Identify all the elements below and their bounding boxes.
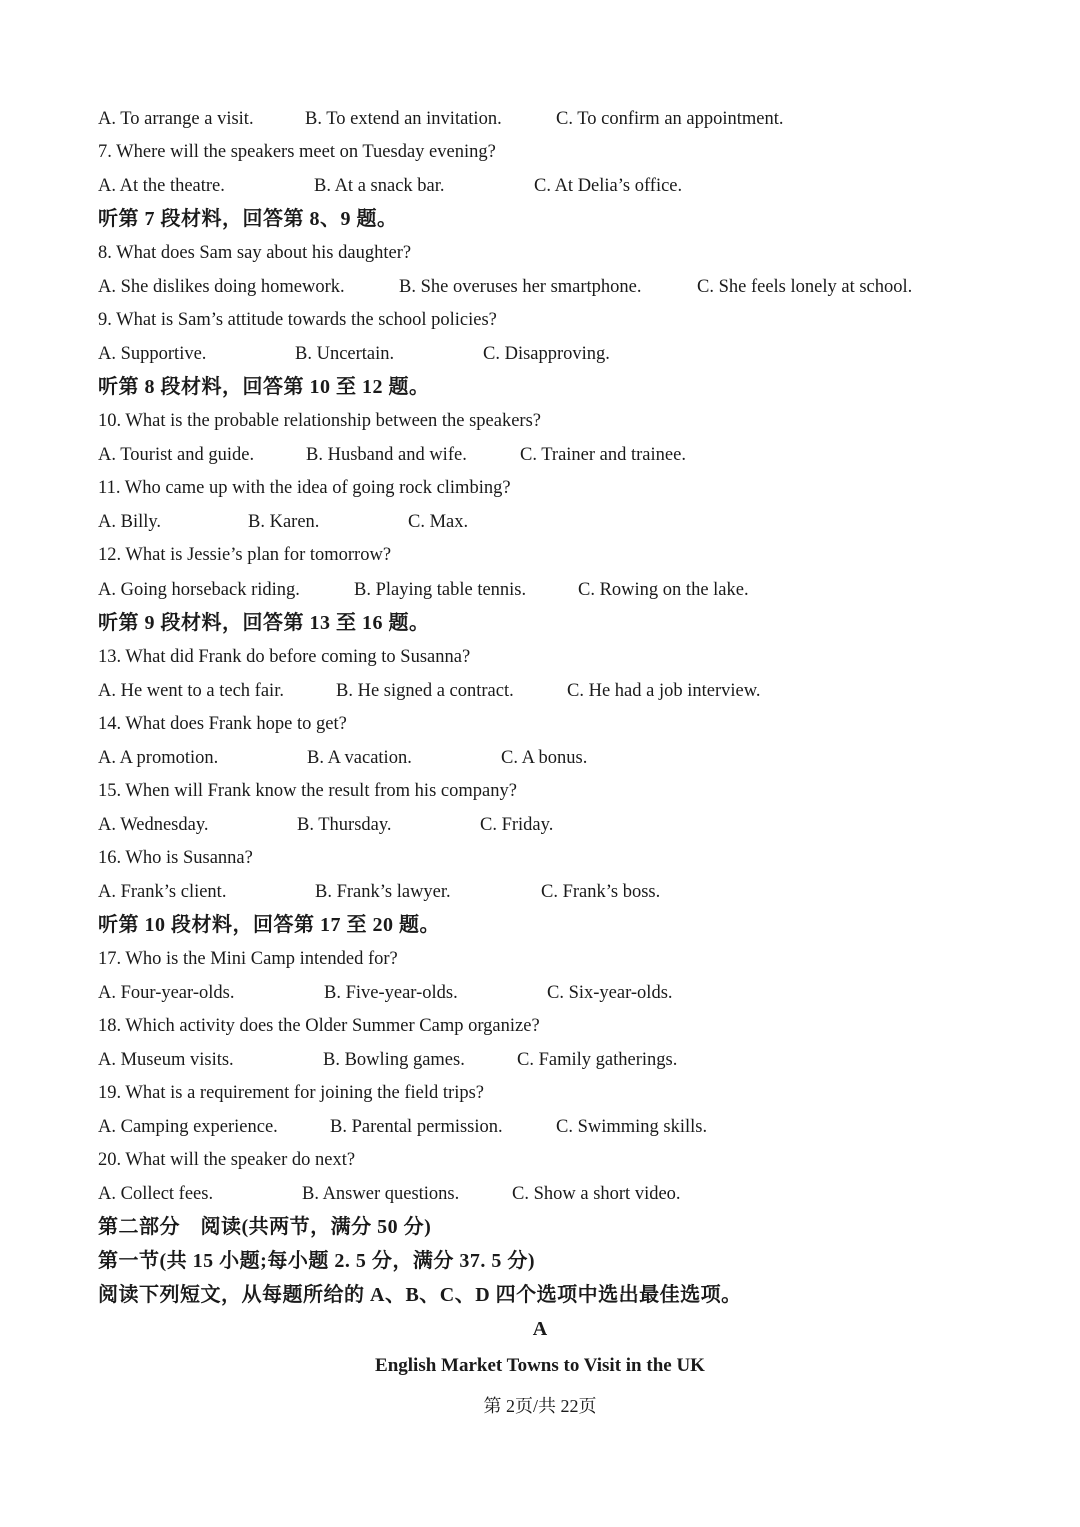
question-text: 12. What is Jessie’s plan for tomorrow?: [98, 545, 392, 565]
answer-option: A. A promotion.: [98, 748, 219, 768]
answer-option: C. Frank’s boss.: [541, 882, 661, 902]
section-heading: 听第 7 段材料，回答第 8、9 题。: [98, 208, 398, 230]
answer-option: B. Playing table tennis.: [354, 580, 527, 600]
answer-option: A. Tourist and guide.: [98, 445, 255, 465]
answer-option: B. Thursday.: [297, 815, 392, 835]
question-text: 15. When will Frank know the result from his company?: [98, 781, 517, 801]
answer-option: B. Parental permission.: [330, 1117, 503, 1137]
answer-option: A. Collect fees.: [98, 1184, 214, 1204]
answer-option: B. To extend an invitation.: [305, 109, 502, 129]
answer-option: C. Max.: [408, 512, 469, 532]
answer-option: A. Museum visits.: [98, 1050, 234, 1070]
question-text: 7. Where will the speakers meet on Tuesday evening?: [98, 142, 496, 162]
answer-option: B. At a snack bar.: [314, 176, 445, 196]
answer-option: B. Answer questions.: [302, 1184, 460, 1204]
answer-option: B. He signed a contract.: [336, 681, 514, 701]
answer-option: B. Uncertain.: [295, 344, 395, 364]
answer-option: A. To arrange a visit.: [98, 109, 254, 129]
section-heading: 听第 9 段材料，回答第 13 至 16 题。: [98, 612, 430, 634]
answer-option: C. At Delia’s office.: [534, 176, 683, 196]
answer-option: C. Rowing on the lake.: [578, 580, 749, 600]
page-footer: 第 2页/共 22页: [483, 1396, 597, 1416]
answer-option: A. Four-year-olds.: [98, 983, 235, 1003]
answer-option: C. He had a job interview.: [567, 681, 761, 701]
question-text: 19. What is a requirement for joining the field trips?: [98, 1083, 484, 1103]
answer-option: A. Billy.: [98, 512, 162, 532]
answer-option: B. Five-year-olds.: [324, 983, 458, 1003]
section-heading: 听第 10 段材料，回答第 17 至 20 题。: [98, 914, 440, 936]
answer-option: C. Show a short video.: [512, 1184, 681, 1204]
question-text: 18. Which activity does the Older Summer Camp organize?: [98, 1016, 540, 1036]
answer-option: C. Family gatherings.: [517, 1050, 678, 1070]
question-text: 16. Who is Susanna?: [98, 848, 253, 868]
section-letter: A: [532, 1318, 548, 1340]
section-heading: 听第 8 段材料，回答第 10 至 12 题。: [98, 376, 430, 398]
answer-option: B. Husband and wife.: [306, 445, 467, 465]
answer-option: B. She overuses her smartphone.: [399, 277, 642, 297]
answer-option: A. Going horseback riding.: [98, 580, 300, 600]
answer-option: A. Supportive.: [98, 344, 207, 364]
answer-option: A. She dislikes doing homework.: [98, 277, 345, 297]
question-text: 14. What does Frank hope to get?: [98, 714, 347, 734]
section-heading: 阅读下列短文，从每题所给的 A、B、C、D 四个选项中选出最佳选项。: [98, 1284, 742, 1306]
answer-option: A. At the theatre.: [98, 176, 225, 196]
question-text: 9. What is Sam’s attitude towards the school policies?: [98, 310, 497, 330]
answer-option: A. Wednesday.: [98, 815, 209, 835]
answer-option: C. Disapproving.: [483, 344, 610, 364]
answer-option: C. She feels lonely at school.: [697, 277, 913, 297]
section-heading: 第一节(共 15 小题;每小题 2. 5 分，满分 37. 5 分): [98, 1250, 535, 1272]
question-text: 13. What did Frank do before coming to Susanna?: [98, 647, 471, 667]
question-text: 17. Who is the Mini Camp intended for?: [98, 949, 398, 969]
answer-option: C. Six-year-olds.: [547, 983, 673, 1003]
question-text: 8. What does Sam say about his daughter?: [98, 243, 412, 263]
answer-option: A. Camping experience.: [98, 1117, 278, 1137]
answer-option: B. Frank’s lawyer.: [315, 882, 451, 902]
question-text: 11. Who came up with the idea of going rock climbing?: [98, 478, 511, 498]
answer-option: B. Bowling games.: [323, 1050, 465, 1070]
article-title: English Market Towns to Visit in the UK: [375, 1355, 705, 1376]
answer-option: C. Friday.: [480, 815, 554, 835]
answer-option: A. Frank’s client.: [98, 882, 227, 902]
answer-option: C. Trainer and trainee.: [520, 445, 686, 465]
answer-option: B. A vacation.: [307, 748, 412, 768]
section-heading: 第二部分 阅读(共两节，满分 50 分): [98, 1216, 432, 1238]
answer-option: B. Karen.: [248, 512, 320, 532]
answer-option: C. A bonus.: [501, 748, 588, 768]
question-text: 10. What is the probable relationship between the speakers?: [98, 411, 541, 431]
answer-option: C. To confirm an appointment.: [556, 109, 784, 129]
answer-option: C. Swimming skills.: [556, 1117, 708, 1137]
question-text: 20. What will the speaker do next?: [98, 1150, 356, 1170]
answer-option: A. He went to a tech fair.: [98, 681, 284, 701]
